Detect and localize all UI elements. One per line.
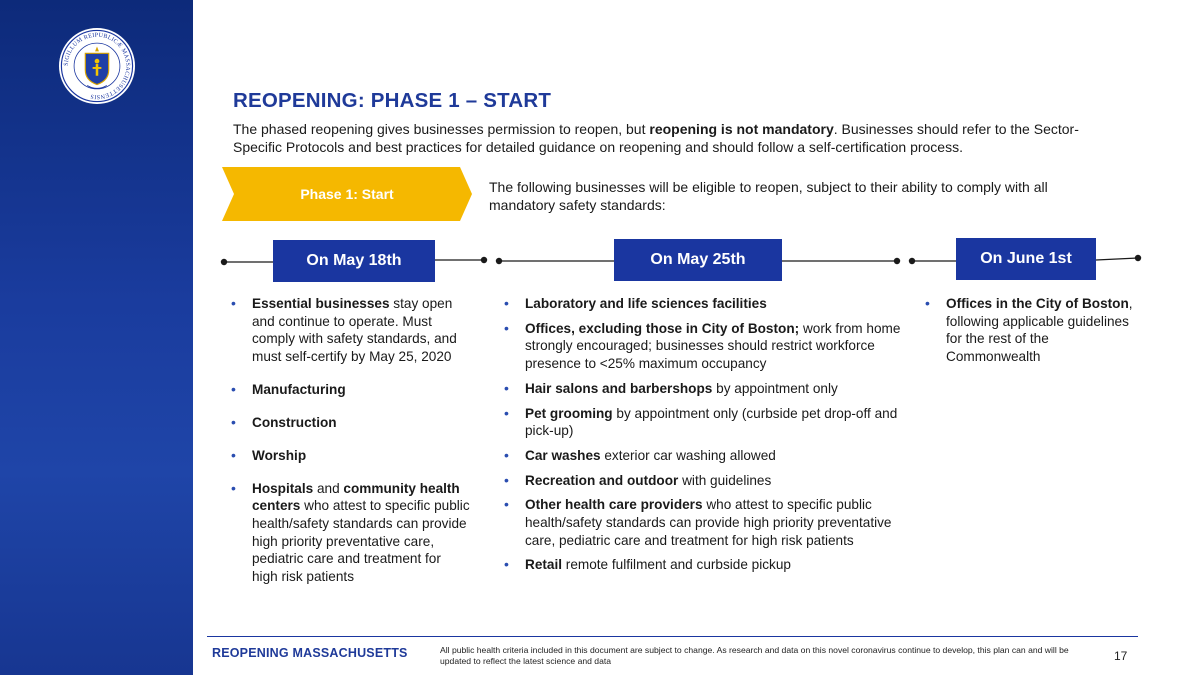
item-title: Car washes [525,447,601,463]
item-detail: exterior car washing allowed [600,447,776,463]
footer-divider [207,636,1138,637]
item-title: Recreation and outdoor [525,472,679,488]
footer-disclaimer: All public health criteria included in this document are subject to change. As research and data on this novel coronavirus continue to develop, this plan can and will be updated to reflect the latest science and data [440,645,1069,666]
item-title: Hair salons and barbershops [525,380,713,396]
item-title: Pet grooming [525,405,613,421]
may-25-list [503,295,903,581]
item-detail: remote fulfilment and curbside pickup [562,557,791,573]
page-title: REOPENING: PHASE 1 – START [233,89,552,112]
phase-label: Phase 1: Start [300,186,394,202]
sidebar-band [0,0,193,675]
may-18-list [230,295,470,601]
item-detail: work from home strongly encouraged; businesses should restrict workforce presence to <25% maximum occupancy [525,320,901,371]
list-item [230,295,470,365]
item-detail: who attest to specific public health/safety standards can provide high priority preventative care, pediatric care and treatment for high risk patients [525,497,892,548]
list-item [230,447,470,465]
item-detail: by appointment only (curbside pet drop-off and pick-up) [525,405,898,439]
list-item [503,380,903,398]
item-title: Worship [252,447,307,463]
footer-brand: REOPENING MASSACHUSETTS [212,646,408,660]
item-detail: with guidelines [678,472,772,488]
date-may-18: On May 18th [273,240,435,282]
list-item [503,496,903,549]
intro-paragraph [233,120,1113,156]
list-item [230,480,470,586]
seal-text: SIGILLUM REIPUBLICÆ MASSACHUSETTENSIS [63,32,131,100]
item-title: Laboratory and life sciences facilities [525,296,767,311]
page-number: 17 [1114,649,1128,663]
item-detail: stay open and continue to operate. Must comply with safety standards, and must self-certify by May 25, 2020 [252,296,457,364]
list-item [924,295,1144,365]
item-detail: by appointment only [712,380,838,396]
item-detail: who attest to specific public health/safety standards can provide high priority preventative care, pediatric care and treatment for high risk patients [252,498,470,584]
intro-bold-text: reopening is not mandatory [649,121,834,137]
item-connector: and [313,480,344,496]
date-may-25: On May 25th [614,239,782,281]
item-title: Offices in the City of Boston [946,296,1129,311]
june-1-list [924,295,1144,365]
list-item [503,472,903,490]
massachusetts-seal [58,27,136,105]
list-item [503,295,903,313]
list-item [503,556,903,574]
list-item [503,405,903,440]
item-title: Essential businesses [252,296,390,311]
list-item [230,381,470,399]
item-title: Offices, excluding those in City of Boston; [525,320,800,336]
list-item [503,320,903,373]
item-title: Retail [525,557,563,573]
item-title: Hospitals [252,480,314,496]
item-title: Construction [252,414,337,430]
eligibility-statement: The following businesses will be eligible to reopen, subject to their ability to comply with all mandatory safety standards: [489,179,1048,213]
item-detail: , following applicable guidelines for the rest of the Commonwealth [946,296,1133,364]
item-title: Other health care providers [525,497,703,513]
item-title-2: community health centers [252,480,460,514]
intro-text-2: . Businesses should refer to the Sector-Specific Protocols and best practices for detailed guidance on reopening and should follow a self-certification process. [233,121,1079,155]
list-item [503,447,903,465]
intro-text-1: The phased reopening gives businesses permission to reopen, but [233,121,650,137]
date-june-1: On June 1st [956,238,1096,280]
item-title: Manufacturing [252,381,346,397]
list-item [230,414,470,432]
